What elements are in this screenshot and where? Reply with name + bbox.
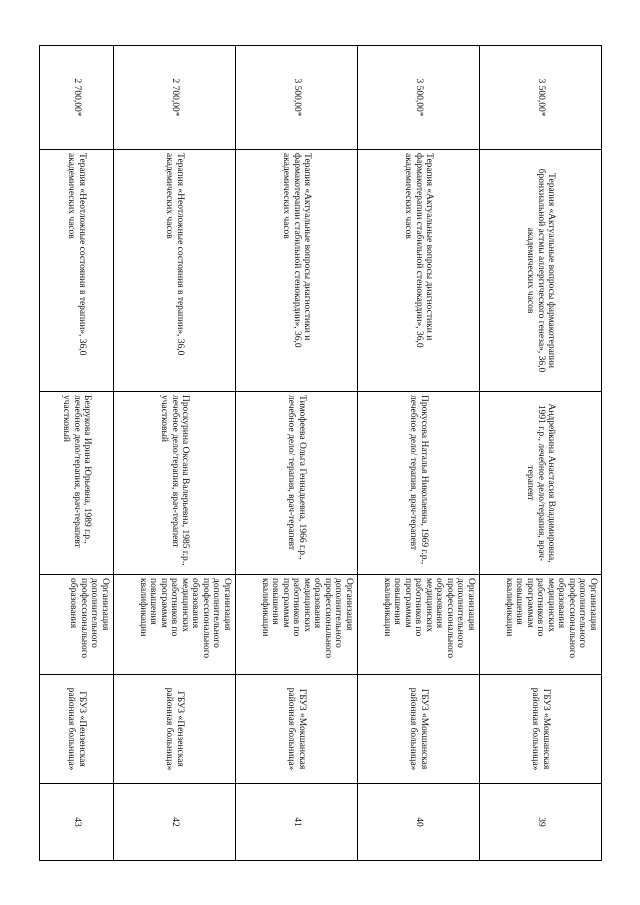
row-number-cell: 42 — [114, 784, 236, 861]
row-number-cell: 40 — [358, 784, 480, 861]
program-cell: Терапия «Неотложные состояния в терапии», 36,0 академических часов — [40, 150, 114, 392]
employee-cell: Андрейкина Анастасия Владимировна, 1991 г.р., лечебное дело/терапия, врач-терапевт — [480, 392, 602, 575]
row-number-cell: 41 — [236, 784, 358, 861]
employee-cell: Безрукова Ирина Юрьевна, 1989 г.р., лечебное дело/терапия, врач-терапевт участковый — [40, 392, 114, 575]
hospital-cell: ГБУЗ «Мокшанская районная больница» — [236, 675, 358, 784]
hospital-cell: ГБУЗ «Мокшанская районная больница» — [480, 675, 602, 784]
table-row — [358, 46, 480, 861]
hospital-cell: ГБУЗ «Пензенская районная больница» — [114, 675, 236, 784]
hospital-cell: ГБУЗ «Пензенская районная больница» — [40, 675, 114, 784]
program-cell: Терапия «Актуальные вопросы диагностики и фармакотерапии стабильной стенокардии», 36,0 академических часов — [358, 150, 480, 392]
organization-cell: Организация дополнительного профессионального образования — [40, 575, 114, 675]
row-number-cell: 43 — [40, 784, 114, 861]
price-cell: 2 700,00* — [40, 46, 114, 150]
program-cell: Терапия «Актуальные вопросы фармакотерапии бронхиальной астмы аллергического генеза», 36,0 академических часов — [480, 150, 602, 392]
program-cell: Терапия «Неотложные состояния в терапии», 36,0 академических часов — [114, 150, 236, 392]
employee-cell: Прокусова Наталья Николаевна, 1969 г.р., лечебное дело/ терапия, врач-терапевт — [358, 392, 480, 575]
organization-cell: Организация дополнительного профессионального образования медицинских работников по программам повышения квалификации — [114, 575, 236, 675]
organization-cell: Организация дополнительного профессионального образования медицинских работников по программам повышения квалификации — [358, 575, 480, 675]
table-row — [40, 46, 114, 861]
hospital-cell: ГБУЗ «Мокшанская районная больница» — [358, 675, 480, 784]
price-cell: 3 500,00* — [236, 46, 358, 150]
organization-cell: Организация дополнительного профессионального образования медицинских работников по программам повышения квалификации — [236, 575, 358, 675]
employee-cell: Тимофеева Ольга Геннадьевна, 1966 г.р., лечебное дело/ терапия, врач-терапевт — [236, 392, 358, 575]
organization-cell: Организация дополнительного профессионального образования медицинских работников по программам повышения квалификации — [480, 575, 602, 675]
program-cell: Терапия «Актуальные вопросы диагностики и фармакотерапии стабильной стенокардии», 36,0 академических часов — [236, 150, 358, 392]
price-cell: 3 500,00* — [480, 46, 602, 150]
row-number-cell: 39 — [480, 784, 602, 861]
price-cell: 2 700,00* — [114, 46, 236, 150]
employee-cell: Проскурина Оксана Валерьевна, 1985 г.р., лечебное дело/терапия, врач-терапевт участковый — [114, 392, 236, 575]
table-row — [114, 46, 236, 861]
training-table — [39, 45, 602, 861]
table-row — [480, 46, 602, 861]
price-cell: 3 500,00* — [358, 46, 480, 150]
table-row — [236, 46, 358, 861]
